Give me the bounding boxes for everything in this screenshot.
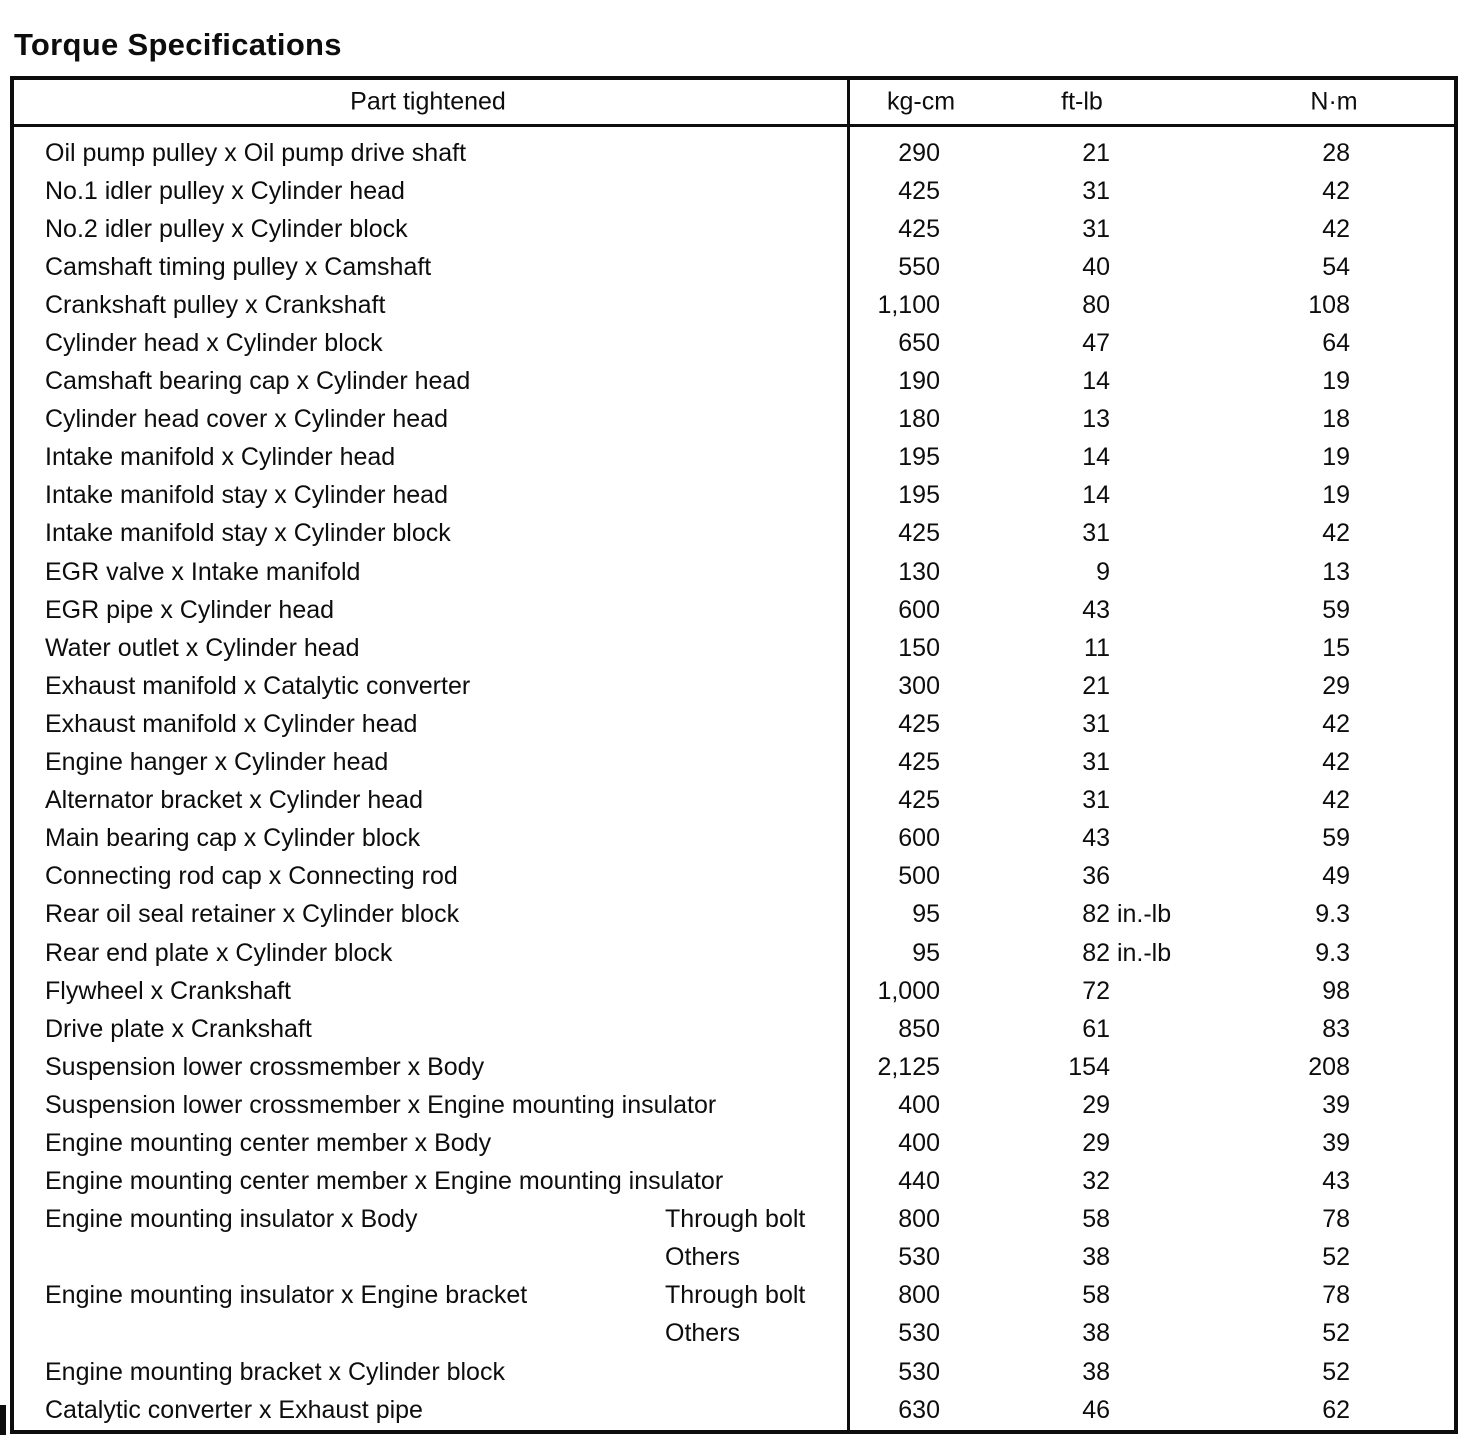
kgcm-value: 195	[898, 443, 940, 472]
ftlb-value: 31	[1082, 709, 1110, 738]
nm-value: 59	[1322, 824, 1350, 853]
part-name: Intake manifold x Cylinder head	[45, 443, 396, 472]
table-row	[14, 591, 1454, 629]
nm-value: 42	[1322, 748, 1350, 777]
page-title: Torque Specifications	[14, 26, 342, 62]
ftlb-value: 46	[1082, 1395, 1110, 1424]
kgcm-value: 630	[898, 1395, 940, 1424]
nm-value: 83	[1322, 1014, 1350, 1043]
part-name: Engine mounting center member x Engine mounting insulator	[45, 1167, 724, 1196]
ftlb-value: 38	[1082, 1319, 1110, 1348]
part-name: Suspension lower crossmember x Engine mounting insulator	[45, 1090, 717, 1119]
kgcm-value: 550	[898, 252, 940, 281]
table-header	[14, 80, 1454, 127]
kgcm-value: 95	[912, 938, 940, 967]
part-name: Camshaft bearing cap x Cylinder head	[45, 367, 471, 396]
nm-value: 39	[1322, 1090, 1350, 1119]
part-name: No.1 idler pulley x Cylinder head	[45, 176, 405, 205]
ftlb-value: 21	[1082, 671, 1110, 700]
kgcm-value: 425	[898, 709, 940, 738]
part-name: Engine mounting insulator x Engine bracket	[45, 1281, 528, 1310]
kgcm-value: 425	[898, 519, 940, 548]
ftlb-value: 29	[1082, 1128, 1110, 1157]
nm-value: 42	[1322, 214, 1350, 243]
ftlb-value: 11	[1084, 633, 1110, 662]
part-name: Engine mounting insulator x Body	[45, 1205, 418, 1234]
bolt-type-label: Through bolt	[665, 1281, 806, 1310]
kgcm-value: 290	[898, 138, 940, 167]
ftlb-value: 31	[1082, 748, 1110, 777]
ftlb-value: 43	[1082, 595, 1110, 624]
table-row	[14, 1124, 1454, 1162]
nm-value: 208	[1308, 1052, 1350, 1081]
nm-value: 64	[1322, 329, 1350, 358]
nm-value: 19	[1322, 367, 1350, 396]
table-row	[14, 705, 1454, 743]
nm-value: 43	[1322, 1167, 1350, 1196]
ftlb-value: 31	[1082, 519, 1110, 548]
nm-value: 39	[1322, 1128, 1350, 1157]
ftlb-value: 31	[1082, 786, 1110, 815]
ftlb-value: 29	[1082, 1090, 1110, 1119]
ftlb-value: 13	[1082, 405, 1110, 434]
nm-value: 78	[1322, 1281, 1350, 1310]
ftlb-value: 32	[1082, 1167, 1110, 1196]
bolt-type-label: Others	[665, 1319, 741, 1348]
column-divider	[847, 80, 850, 1430]
nm-value: 42	[1322, 709, 1350, 738]
nm-value: 18	[1322, 405, 1350, 434]
kgcm-value: 150	[898, 633, 940, 662]
nm-value: 13	[1322, 557, 1350, 586]
kgcm-value: 500	[898, 862, 940, 891]
ftlb-value: 82 in.-lb	[1082, 900, 1172, 929]
table-row	[14, 744, 1454, 782]
header-part-tightened: Part tightened	[350, 87, 506, 116]
part-name: Camshaft timing pulley x Camshaft	[45, 252, 432, 281]
bolt-type-label: Others	[665, 1243, 741, 1272]
nm-value: 19	[1322, 481, 1350, 510]
part-name: Cylinder head x Cylinder block	[45, 329, 383, 358]
ftlb-value: 38	[1082, 1357, 1110, 1386]
nm-value: 54	[1322, 252, 1350, 281]
ftlb-value: 31	[1082, 214, 1110, 243]
kgcm-value: 600	[898, 824, 940, 853]
part-name: EGR valve x Intake manifold	[45, 557, 361, 586]
ftlb-value: 58	[1082, 1281, 1110, 1310]
kgcm-value: 850	[898, 1014, 940, 1043]
table-row	[14, 1391, 1454, 1429]
part-name: Alternator bracket x Cylinder head	[45, 786, 423, 815]
kgcm-value: 600	[898, 595, 940, 624]
table-row	[14, 934, 1454, 972]
part-name: Cylinder head cover x Cylinder head	[45, 405, 448, 434]
torque-spec-table	[10, 76, 1458, 1434]
part-name: Engine mounting center member x Body	[45, 1128, 492, 1157]
kgcm-value: 530	[898, 1243, 940, 1272]
ftlb-value: 58	[1082, 1205, 1110, 1234]
table-row	[14, 896, 1454, 934]
table-row	[14, 363, 1454, 401]
part-name: Rear oil seal retainer x Cylinder block	[45, 900, 460, 929]
part-name: Drive plate x Crankshaft	[45, 1014, 312, 1043]
kgcm-value: 400	[898, 1090, 940, 1119]
kgcm-value: 95	[912, 900, 940, 929]
ftlb-value: 82 in.-lb	[1082, 938, 1172, 967]
ftlb-value: 9	[1096, 557, 1110, 586]
nm-value: 108	[1308, 290, 1350, 319]
nm-value: 78	[1322, 1205, 1350, 1234]
table-row	[14, 1239, 1454, 1277]
ftlb-value: 21	[1082, 138, 1110, 167]
ftlb-value: 14	[1082, 481, 1110, 510]
table-row	[14, 439, 1454, 477]
part-name: No.2 idler pulley x Cylinder block	[45, 214, 408, 243]
ftlb-value: 47	[1082, 329, 1110, 358]
table-row	[14, 248, 1454, 286]
table-row	[14, 1010, 1454, 1048]
part-name: EGR pipe x Cylinder head	[45, 595, 335, 624]
kgcm-value: 190	[898, 367, 940, 396]
table-row	[14, 629, 1454, 667]
table-row	[14, 1353, 1454, 1391]
kgcm-value: 130	[898, 557, 940, 586]
ftlb-value: 38	[1082, 1243, 1110, 1272]
table-row	[14, 972, 1454, 1010]
table-row	[14, 324, 1454, 362]
ftlb-value: 36	[1082, 862, 1110, 891]
kgcm-value: 440	[898, 1167, 940, 1196]
part-name: Oil pump pulley x Oil pump drive shaft	[45, 138, 467, 167]
table-row	[14, 667, 1454, 705]
part-name: Intake manifold stay x Cylinder head	[45, 481, 448, 510]
kgcm-value: 400	[898, 1128, 940, 1157]
ftlb-value: 72	[1082, 976, 1110, 1005]
kgcm-value: 800	[898, 1281, 940, 1310]
nm-value: 9.3	[1315, 938, 1350, 967]
table-row	[14, 134, 1454, 172]
part-name: Crankshaft pulley x Crankshaft	[45, 290, 386, 319]
part-name: Rear end plate x Cylinder block	[45, 938, 393, 967]
nm-value: 19	[1322, 443, 1350, 472]
ftlb-value: 14	[1082, 367, 1110, 396]
part-name: Engine mounting bracket x Cylinder block	[45, 1357, 505, 1386]
table-row	[14, 553, 1454, 591]
table-row	[14, 1315, 1454, 1353]
nm-value: 15	[1322, 633, 1350, 662]
part-name: Flywheel x Crankshaft	[45, 976, 291, 1005]
nm-value: 59	[1322, 595, 1350, 624]
table-row	[14, 1277, 1454, 1315]
kgcm-value: 2,125	[877, 1052, 940, 1081]
part-name: Engine hanger x Cylinder head	[45, 748, 389, 777]
nm-value: 42	[1322, 786, 1350, 815]
kgcm-value: 425	[898, 748, 940, 777]
ftlb-value: 80	[1082, 290, 1110, 319]
nm-value: 28	[1322, 138, 1350, 167]
nm-value: 42	[1322, 176, 1350, 205]
kgcm-value: 425	[898, 214, 940, 243]
table-row	[14, 1048, 1454, 1086]
kgcm-value: 195	[898, 481, 940, 510]
ftlb-value: 40	[1082, 252, 1110, 281]
table-row	[14, 477, 1454, 515]
kgcm-value: 425	[898, 176, 940, 205]
table-row	[14, 172, 1454, 210]
bolt-type-label: Through bolt	[665, 1205, 806, 1234]
ftlb-value: 43	[1082, 824, 1110, 853]
part-name: Intake manifold stay x Cylinder block	[45, 519, 451, 548]
nm-value: 49	[1322, 862, 1350, 891]
kgcm-value: 180	[898, 405, 940, 434]
table-row	[14, 515, 1454, 553]
part-name: Exhaust manifold x Catalytic converter	[45, 671, 471, 700]
part-name: Suspension lower crossmember x Body	[45, 1052, 485, 1081]
kgcm-value: 1,000	[877, 976, 940, 1005]
nm-value: 9.3	[1315, 900, 1350, 929]
ftlb-value: 14	[1082, 443, 1110, 472]
kgcm-value: 530	[898, 1357, 940, 1386]
table-row	[14, 1201, 1454, 1239]
nm-value: 52	[1322, 1243, 1350, 1272]
table-body	[14, 127, 1454, 1429]
table-row	[14, 1086, 1454, 1124]
ftlb-value: 31	[1082, 176, 1110, 205]
part-name: Water outlet x Cylinder head	[45, 633, 360, 662]
ftlb-value: 154	[1068, 1052, 1110, 1081]
nm-value: 52	[1322, 1319, 1350, 1348]
table-row	[14, 1163, 1454, 1201]
table-row	[14, 286, 1454, 324]
table-row	[14, 782, 1454, 820]
nm-value: 98	[1322, 976, 1350, 1005]
table-row	[14, 401, 1454, 439]
kgcm-value: 650	[898, 329, 940, 358]
part-name: Catalytic converter x Exhaust pipe	[45, 1395, 423, 1424]
nm-value: 62	[1322, 1395, 1350, 1424]
kgcm-value: 800	[898, 1205, 940, 1234]
table-row	[14, 210, 1454, 248]
header-n-m: N·m	[1310, 87, 1358, 116]
header-kg-cm: kg-cm	[886, 87, 956, 116]
nm-value: 52	[1322, 1357, 1350, 1386]
kgcm-value: 425	[898, 786, 940, 815]
nm-value: 42	[1322, 519, 1350, 548]
table-row	[14, 820, 1454, 858]
kgcm-value: 1,100	[877, 290, 940, 319]
kgcm-value: 530	[898, 1319, 940, 1348]
header-ft-lb: ft-lb	[1061, 87, 1103, 116]
part-name: Connecting rod cap x Connecting rod	[45, 862, 458, 891]
nm-value: 29	[1322, 671, 1350, 700]
table-row	[14, 858, 1454, 896]
kgcm-value: 300	[898, 671, 940, 700]
part-name: Exhaust manifold x Cylinder head	[45, 709, 418, 738]
part-name: Main bearing cap x Cylinder block	[45, 824, 421, 853]
scan-artifact	[0, 1405, 6, 1435]
ftlb-value: 61	[1082, 1014, 1110, 1043]
